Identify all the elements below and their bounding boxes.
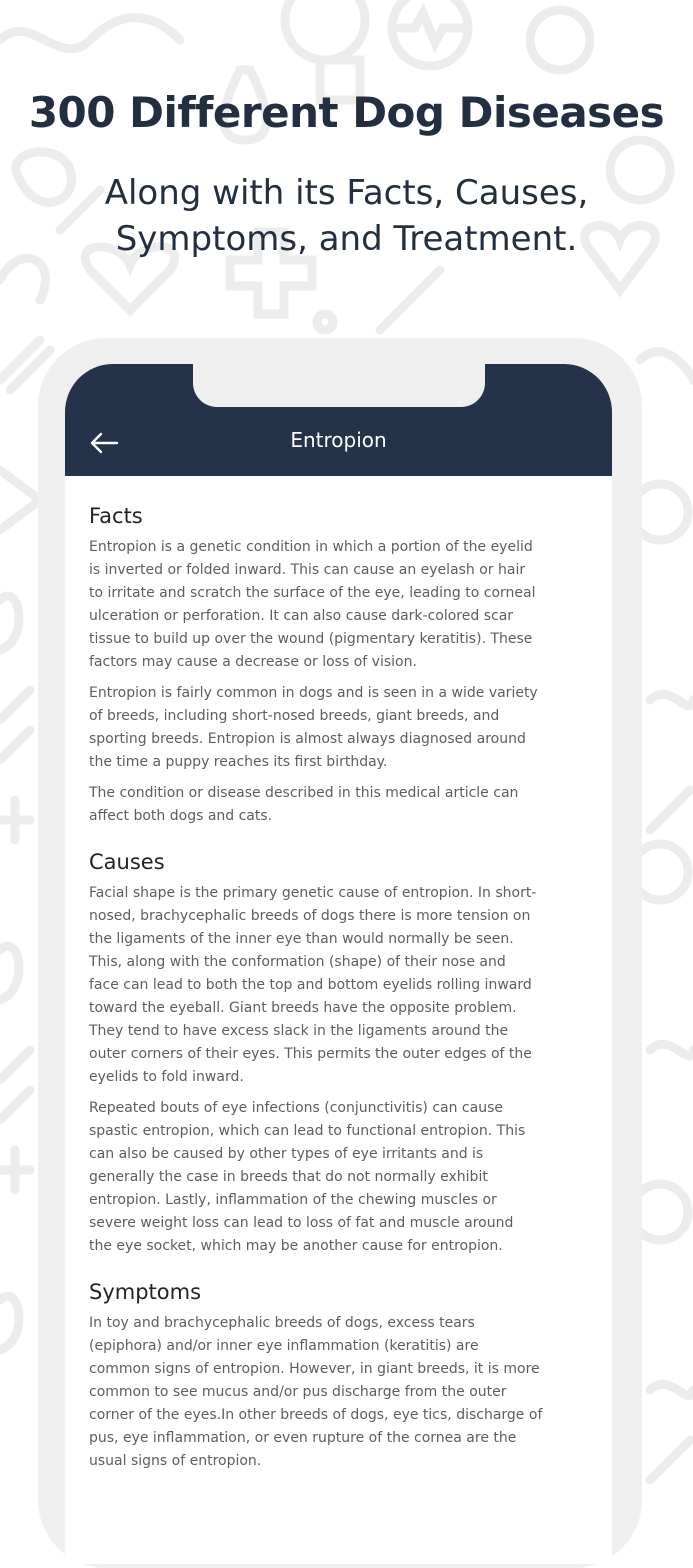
text-line: common to see mucus and/or pus discharge from the outer bbox=[89, 1384, 507, 1400]
cross-icon-2 bbox=[0, 470, 40, 530]
text-line: tissue to build up over the wound (pigmentary keratitis). These bbox=[89, 631, 533, 647]
text-line: outer corners of their eyes. This permits the outer edges of the bbox=[89, 1046, 532, 1062]
text-line: In toy and brachycephalic breeds of dogs, excess tears bbox=[89, 1315, 475, 1331]
promo-subtitle-line: Symptoms, and Treatment. bbox=[115, 219, 578, 259]
text-line: pus, eye inflammation, or even rupture of the cornea are the bbox=[89, 1430, 517, 1446]
paragraph bbox=[89, 1097, 589, 1258]
text-line: of breeds, including short-nosed breeds, giant breeds, and bbox=[89, 708, 500, 724]
paragraph bbox=[89, 782, 589, 828]
text-line: ulceration or perforation. It can also cause dark-colored scar bbox=[89, 608, 514, 624]
text-line: They tend to have excess slack in the ligaments around the bbox=[89, 1023, 509, 1039]
section-symptoms bbox=[89, 1280, 589, 1473]
section-causes bbox=[89, 850, 589, 1258]
phone-notch bbox=[193, 364, 485, 407]
text-line: Facial shape is the primary genetic cause of entropion. In short- bbox=[89, 885, 537, 901]
text-line: factors may cause a decrease or loss of vision. bbox=[89, 654, 417, 670]
promo-subtitle bbox=[0, 170, 693, 262]
section-facts bbox=[89, 504, 589, 828]
text-line: the ligaments of the inner eye than would normally be seen. bbox=[89, 931, 514, 947]
article-content bbox=[89, 504, 589, 1495]
text-line: common signs of entropion. However, in giant breeds, it is more bbox=[89, 1361, 540, 1377]
text-line: Entropion is a genetic condition in which a portion of the eyelid bbox=[89, 539, 533, 555]
section-heading: Causes bbox=[89, 850, 165, 874]
text-line: usual signs of entropion. bbox=[89, 1453, 262, 1469]
phone-screen bbox=[65, 364, 612, 1564]
promo-title: 300 Different Dog Diseases bbox=[28, 88, 665, 137]
text-line: This, along with the conformation (shape) of their nose and bbox=[89, 954, 506, 970]
screen-title: Entropion bbox=[290, 428, 387, 452]
text-line: (epiphora) and/or inner eye inflammation (keratitis) are bbox=[89, 1338, 479, 1354]
text-line: Entropion is fairly common in dogs and is seen in a wide variety bbox=[89, 685, 538, 701]
text-line: the time a puppy reaches its first birthday. bbox=[89, 754, 388, 770]
text-line: can also be caused by other types of eye irritants and is bbox=[89, 1146, 484, 1162]
paragraph bbox=[89, 1312, 589, 1473]
section-heading: Facts bbox=[89, 504, 143, 528]
text-line: eyelids to fold inward. bbox=[89, 1069, 244, 1085]
paragraph bbox=[89, 682, 589, 774]
text-line: the eye socket, which may be another cause for entropion. bbox=[89, 1238, 503, 1254]
text-line: The condition or disease described in this medical article can bbox=[89, 785, 519, 801]
text-line: nosed, brachycephalic breeds of dogs there is more tension on bbox=[89, 908, 531, 924]
promo-subtitle-line: Along with its Facts, Causes, bbox=[104, 173, 589, 213]
dna-icon bbox=[0, 18, 180, 49]
text-line: face can lead to both the top and bottom eyelids rolling inward bbox=[89, 977, 532, 993]
text-line: is inverted or folded inward. This can cause an eyelash or hair bbox=[89, 562, 526, 578]
text-line: corner of the eyes.In other breeds of dogs, eye tics, discharge of bbox=[89, 1407, 543, 1423]
app-bar bbox=[65, 364, 612, 476]
paragraph bbox=[89, 882, 589, 1089]
text-line: generally the case in breeds that do not normally exhibit bbox=[89, 1169, 488, 1185]
paragraph bbox=[89, 536, 589, 674]
circle-icon bbox=[285, 0, 365, 60]
section-heading: Symptoms bbox=[89, 1280, 202, 1304]
stethoscope-icon bbox=[530, 10, 590, 70]
cross-icon-3 bbox=[0, 800, 30, 840]
text-line: spastic entropion, which can lead to functional entropion. This bbox=[89, 1123, 526, 1139]
text-line: toward the eyeball. Giant breeds have the opposite problem. bbox=[89, 1000, 517, 1016]
text-line: sporting breeds. Entropion is almost always diagnosed around bbox=[89, 731, 526, 747]
syringe-icon bbox=[380, 270, 440, 330]
text-line: affect both dogs and cats. bbox=[89, 808, 273, 824]
text-line: to irritate and scratch the surface of the eye, leading to corneal bbox=[89, 585, 536, 601]
text-line: severe weight loss can lead to loss of fat and muscle around bbox=[89, 1215, 514, 1231]
text-line: entropion. Lastly, inflammation of the chewing muscles or bbox=[89, 1192, 497, 1208]
text-line: Repeated bouts of eye infections (conjunctivitis) can cause bbox=[89, 1100, 503, 1116]
